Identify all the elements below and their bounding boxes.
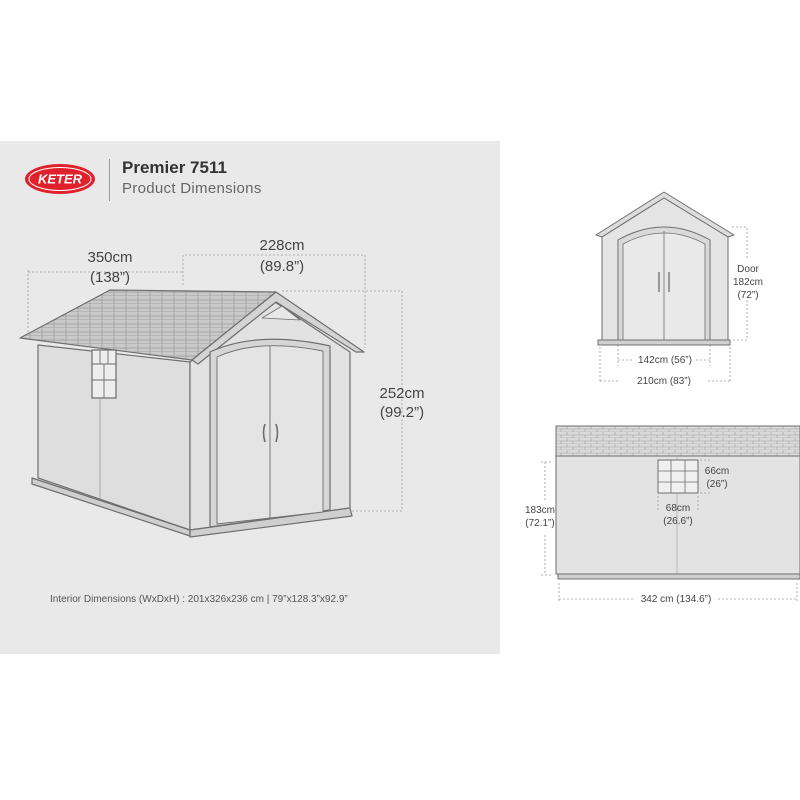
door-height-in: (72”) [737, 290, 759, 301]
window-height-in: (26”) [706, 479, 728, 490]
shed-front-view [596, 192, 734, 345]
door-width-label: 142cm (56”) [638, 355, 692, 366]
height-label-in: (99.2”) [379, 404, 425, 421]
total-width-label: 210cm (83”) [637, 376, 691, 387]
depth-label-in: (138”) [89, 269, 130, 286]
window-width-in: (26.6”) [663, 516, 693, 527]
wall-height-in: (72.1”) [525, 518, 555, 529]
width-label-in: (89.8”) [259, 258, 305, 275]
window-height-cm: 66cm [704, 466, 730, 477]
interior-dimensions-text: Interior Dimensions (WxDxH) : 201x326x236 cm | 79”x128.3”x92.9” [50, 594, 348, 605]
side-window [658, 460, 698, 493]
shed-perspective-drawing [20, 290, 364, 537]
product-subtitle: Product Dimensions [122, 180, 262, 197]
window-width-cm: 68cm [665, 503, 691, 514]
width-label-cm: 228cm [259, 237, 305, 254]
side-length-label: 342 cm (134.6”) [640, 594, 712, 605]
door-label: Door [737, 264, 759, 275]
product-title: Premier 7511 [122, 158, 227, 177]
height-label-cm: 252cm [379, 385, 425, 402]
door-height-cm: 182cm [732, 277, 763, 288]
depth-label-cm: 350cm [87, 249, 133, 266]
logo-wordmark: KETER [37, 171, 83, 187]
wall-height-cm: 183cm [524, 505, 555, 516]
